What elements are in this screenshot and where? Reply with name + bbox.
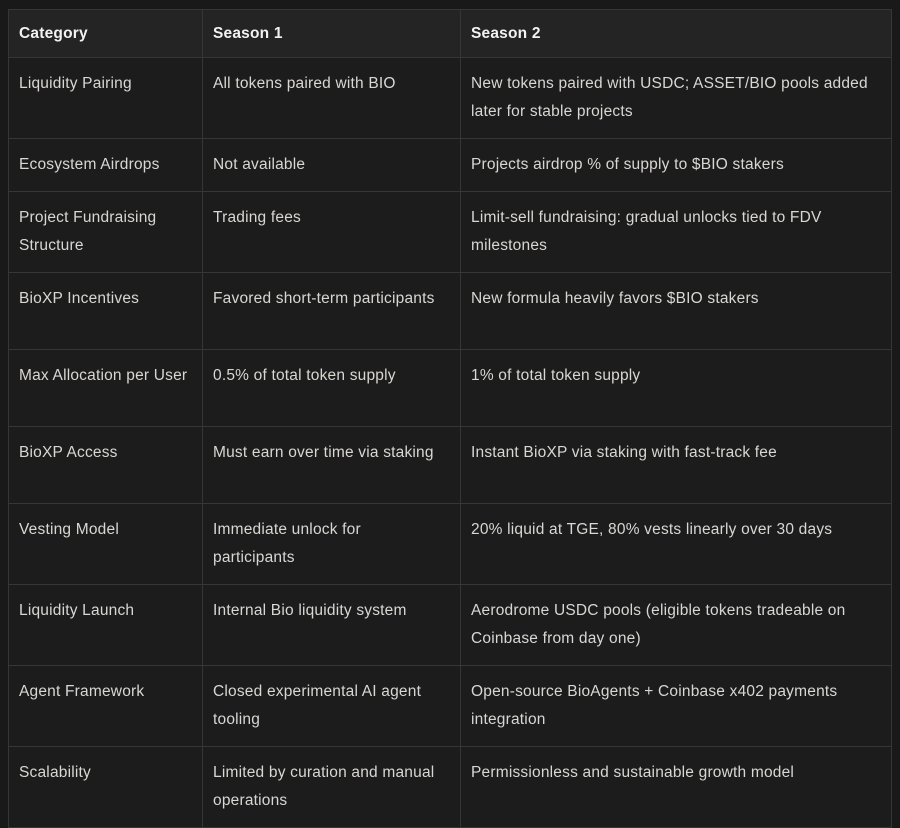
category-cell: Liquidity Launch [9, 585, 203, 666]
category-cell: Max Allocation per User [9, 350, 203, 427]
category-cell: Project Fundraising Structure [9, 192, 203, 273]
category-cell: Ecosystem Airdrops [9, 139, 203, 192]
table-row [9, 58, 892, 139]
season1-cell: Trading fees [203, 192, 461, 273]
header-row [9, 10, 892, 58]
season2-cell: Projects airdrop % of supply to $BIO stakers [461, 139, 892, 192]
table-row [9, 585, 892, 666]
season1-cell: Closed experimental AI agent tooling [203, 666, 461, 747]
category-cell: BioXP Access [9, 427, 203, 504]
table-row [9, 192, 892, 273]
comparison-table-container [8, 9, 892, 828]
category-cell: BioXP Incentives [9, 273, 203, 350]
season2-cell: 1% of total token supply [461, 350, 892, 427]
season1-cell: Limited by curation and manual operations [203, 747, 461, 828]
table-row [9, 666, 892, 747]
season2-cell: Open-source BioAgents + Coinbase x402 payments integration [461, 666, 892, 747]
column-header-season2: Season 2 [461, 10, 892, 58]
season2-cell: Permissionless and sustainable growth model [461, 747, 892, 828]
season2-cell: Aerodrome USDC pools (eligible tokens tradeable on Coinbase from day one) [461, 585, 892, 666]
season2-cell: Limit-sell fundraising: gradual unlocks tied to FDV milestones [461, 192, 892, 273]
category-cell: Scalability [9, 747, 203, 828]
season2-cell: 20% liquid at TGE, 80% vests linearly over 30 days [461, 504, 892, 585]
category-cell: Liquidity Pairing [9, 58, 203, 139]
season-comparison-table [8, 9, 892, 828]
season1-cell: Not available [203, 139, 461, 192]
category-cell: Vesting Model [9, 504, 203, 585]
season2-cell: New formula heavily favors $BIO stakers [461, 273, 892, 350]
category-cell: Agent Framework [9, 666, 203, 747]
table-row [9, 273, 892, 350]
table-row [9, 427, 892, 504]
season1-cell: Favored short-term participants [203, 273, 461, 350]
season1-cell: All tokens paired with BIO [203, 58, 461, 139]
table-row [9, 139, 892, 192]
column-header-category: Category [9, 10, 203, 58]
table-row [9, 747, 892, 828]
season2-cell: New tokens paired with USDC; ASSET/BIO pools added later for stable projects [461, 58, 892, 139]
column-header-season1: Season 1 [203, 10, 461, 58]
season2-cell: Instant BioXP via staking with fast-track fee [461, 427, 892, 504]
season1-cell: Immediate unlock for participants [203, 504, 461, 585]
table-row [9, 350, 892, 427]
season1-cell: Internal Bio liquidity system [203, 585, 461, 666]
table-row [9, 504, 892, 585]
season1-cell: Must earn over time via staking [203, 427, 461, 504]
season1-cell: 0.5% of total token supply [203, 350, 461, 427]
